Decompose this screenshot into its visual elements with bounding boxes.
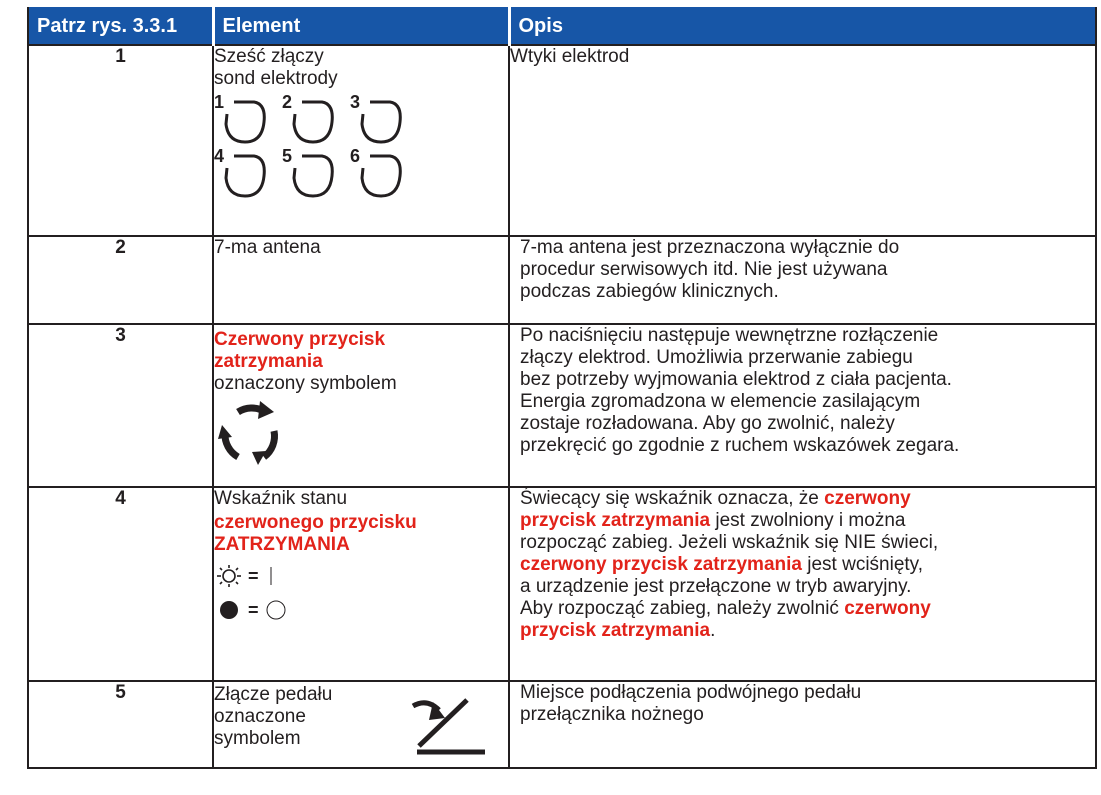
description-line: a urządzenie jest przełączone w tryb awaryjny. <box>520 576 912 597</box>
description-line: Aby rozpocząć zabieg, należy zwolnić czerwony <box>520 598 931 619</box>
description-line: złączy elektrod. Umożliwia przerwanie zabiegu <box>520 347 913 368</box>
description-line: bez potrzeby wyjmowania elektrod z ciała pacjenta. <box>520 369 952 390</box>
description-line: przycisk zatrzymania jest zwolniony i można <box>520 510 906 531</box>
description-line: przekręcić go zgodnie z ruchem wskazówek zegara. <box>520 435 960 456</box>
row-number: 3 <box>28 324 213 487</box>
description-line: czerwony przycisk zatrzymania jest wciśnięty, <box>520 554 924 575</box>
element-text-red: ZATRZYMANIA <box>214 534 350 555</box>
description-line: Świecący się wskaźnik oznacza, że czerwony <box>520 488 911 509</box>
description-text: Wtyki elektrod <box>510 46 630 67</box>
header-ref: Patrz rys. 3.3.1 <box>28 7 213 45</box>
electrode-connector-icon: 5 <box>282 146 346 198</box>
table-row <box>28 487 1096 681</box>
element-text-red: czerwonego przycisku <box>214 512 417 533</box>
rotation-arrows-icon <box>214 399 508 474</box>
row-number: 5 <box>28 681 213 768</box>
description-cell <box>509 681 1096 768</box>
light-off-icon <box>214 598 244 622</box>
description-line: podczas zabiegów klinicznych. <box>520 281 779 302</box>
element-text: Wskaźnik stanu <box>214 488 348 509</box>
electrode-connector-icon: 2 <box>282 92 346 144</box>
element-text-red: Czerwony przycisk <box>214 329 386 350</box>
element-text: symbolem <box>214 728 301 749</box>
description-line: przełącznika nożnego <box>520 704 704 725</box>
description-cell <box>509 236 1096 324</box>
table-row <box>28 681 1096 768</box>
row-number: 4 <box>28 487 213 681</box>
header-element: Element <box>213 7 509 45</box>
legend-off-row <box>214 598 508 622</box>
electrode-connector-icon: 4 <box>214 146 278 198</box>
description-line: procedur serwisowych itd. Nie jest używana <box>520 259 888 280</box>
description-line: 7-ma antena jest przeznaczona wyłącznie do <box>520 237 900 258</box>
connector-grid <box>214 92 508 198</box>
element-text: oznaczone <box>214 706 306 727</box>
element-cell <box>213 487 509 681</box>
header-description: Opis <box>509 7 1096 45</box>
footswitch-icon <box>409 692 489 760</box>
element-cell <box>213 45 509 236</box>
description-line: przycisk zatrzymania. <box>520 620 716 641</box>
spec-table <box>27 7 1097 769</box>
electrode-connector-icon: 3 <box>350 92 414 144</box>
table-row <box>28 45 1096 236</box>
equals-sign: = <box>248 599 259 620</box>
element-cell <box>213 324 509 487</box>
row-number: 2 <box>28 236 213 324</box>
element-text: Sześć złączy <box>214 46 324 67</box>
off-symbol-icon <box>265 598 289 622</box>
element-text: sond elektrody <box>214 68 338 89</box>
description-line: Energia zgromadzona w elemencie zasilającym <box>520 391 921 412</box>
description-cell <box>509 324 1096 487</box>
legend-on-row <box>214 564 508 588</box>
description-line: zostaje rozładowana. Aby go zwolnić, należy <box>520 413 895 434</box>
element-text: 7-ma antena <box>214 237 321 258</box>
table-header-row <box>28 7 1096 45</box>
table-row <box>28 236 1096 324</box>
row-number: 1 <box>28 45 213 236</box>
description-cell <box>509 487 1096 681</box>
electrode-connector-icon: 1 <box>214 92 278 144</box>
description-line: Miejsce podłączenia podwójnego pedału <box>520 682 862 703</box>
element-text: oznaczony symbolem <box>214 373 397 394</box>
light-on-icon <box>214 564 244 588</box>
element-cell <box>213 681 509 768</box>
on-symbol-icon <box>267 565 279 587</box>
element-cell <box>213 236 509 324</box>
electrode-connector-icon: 6 <box>350 146 414 198</box>
description-line: rozpocząć zabieg. Jeżeli wskaźnik się NIE świeci, <box>520 532 939 553</box>
table-row <box>28 324 1096 487</box>
equals-sign: = <box>248 565 259 586</box>
element-text-red: zatrzymania <box>214 351 323 372</box>
description-cell <box>509 45 1096 236</box>
description-line: Po naciśnięciu następuje wewnętrzne rozłączenie <box>520 325 939 346</box>
element-text: Złącze pedału <box>214 684 333 705</box>
